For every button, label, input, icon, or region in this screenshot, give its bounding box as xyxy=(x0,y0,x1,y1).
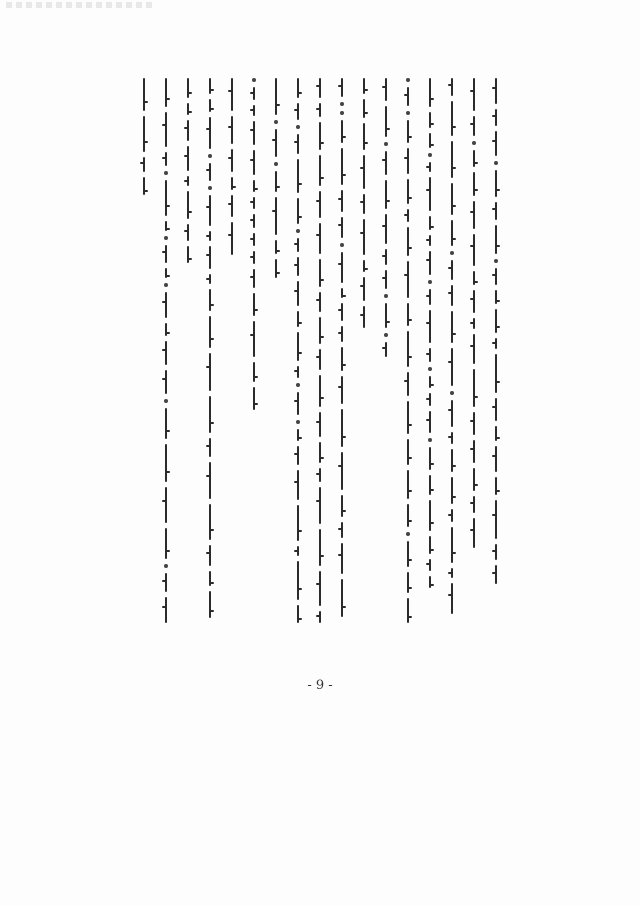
script-word xyxy=(495,131,497,156)
script-word xyxy=(341,543,343,574)
script-word xyxy=(407,331,409,367)
script-word xyxy=(473,201,475,229)
faint-header-mark xyxy=(6,2,156,8)
script-word xyxy=(341,452,343,490)
script-word xyxy=(253,321,255,357)
script-word xyxy=(319,611,321,623)
script-word xyxy=(253,269,255,288)
script-word xyxy=(297,134,299,154)
script-word xyxy=(297,332,299,361)
text-column xyxy=(272,78,280,283)
script-word xyxy=(253,105,255,116)
script-word xyxy=(319,155,321,186)
script-word xyxy=(495,290,497,304)
script-word xyxy=(297,78,299,98)
script-word xyxy=(253,150,255,175)
script-word xyxy=(341,347,343,371)
script-word xyxy=(274,120,278,124)
script-word xyxy=(363,99,365,118)
script-word xyxy=(429,162,431,172)
text-column xyxy=(470,78,478,553)
script-word xyxy=(473,440,475,463)
script-word xyxy=(495,500,497,539)
script-word xyxy=(165,112,167,147)
script-word xyxy=(187,246,189,263)
script-word xyxy=(296,383,300,387)
script-word xyxy=(297,429,299,441)
script-word xyxy=(429,216,431,230)
script-word xyxy=(495,109,497,126)
script-word xyxy=(385,303,387,328)
script-word xyxy=(253,293,255,316)
script-word xyxy=(407,261,409,298)
script-word xyxy=(231,195,233,217)
script-word xyxy=(472,141,476,145)
script-word xyxy=(253,387,255,410)
script-word xyxy=(231,78,233,111)
script-word xyxy=(253,197,255,209)
script-word xyxy=(451,183,453,215)
script-word xyxy=(473,172,475,196)
script-word xyxy=(495,544,497,560)
script-word xyxy=(428,438,432,442)
script-word xyxy=(451,101,453,136)
script-word xyxy=(341,217,343,238)
script-word xyxy=(208,186,212,190)
script-word xyxy=(253,251,255,264)
script-word xyxy=(473,468,475,491)
script-word xyxy=(473,334,475,364)
script-word xyxy=(451,509,453,522)
script-word xyxy=(407,401,409,434)
script-word xyxy=(429,576,431,588)
script-word xyxy=(209,316,211,348)
page-number: - 9 - xyxy=(307,678,333,693)
script-word xyxy=(429,559,431,571)
script-word xyxy=(429,78,431,107)
script-word xyxy=(429,447,431,470)
script-word xyxy=(252,78,256,82)
script-word xyxy=(297,392,299,415)
script-word xyxy=(451,477,453,504)
script-word xyxy=(385,342,387,357)
script-word xyxy=(407,504,409,527)
script-word xyxy=(495,225,497,254)
script-word xyxy=(209,591,211,618)
script-word xyxy=(297,257,299,276)
script-word xyxy=(451,449,453,472)
script-word xyxy=(407,209,409,222)
script-word xyxy=(428,153,432,157)
script-word xyxy=(165,152,167,166)
script-word xyxy=(319,191,321,218)
script-word xyxy=(429,393,431,406)
text-column xyxy=(426,78,434,593)
text-column xyxy=(448,78,456,619)
script-word xyxy=(275,78,277,115)
script-word xyxy=(275,240,277,254)
script-word xyxy=(187,176,189,186)
text-column xyxy=(140,78,148,200)
script-word xyxy=(429,411,431,433)
script-word xyxy=(297,103,299,120)
script-word xyxy=(319,292,321,312)
script-word xyxy=(407,148,409,174)
script-word xyxy=(473,318,475,329)
script-word xyxy=(340,111,344,115)
script-word xyxy=(451,568,453,578)
script-word xyxy=(253,362,255,382)
script-word xyxy=(407,227,409,256)
script-word xyxy=(253,233,255,246)
script-word xyxy=(429,348,431,362)
script-word xyxy=(340,102,344,106)
script-word xyxy=(341,148,343,185)
script-word xyxy=(165,341,167,365)
script-word xyxy=(231,222,233,255)
script-word xyxy=(341,288,343,298)
script-word xyxy=(187,146,189,171)
text-column xyxy=(294,78,302,628)
script-word xyxy=(385,249,387,265)
script-word xyxy=(164,283,168,287)
script-word xyxy=(473,518,475,548)
script-word xyxy=(319,223,321,254)
script-word xyxy=(407,120,409,143)
script-word xyxy=(451,348,453,386)
text-column xyxy=(338,78,346,622)
script-word xyxy=(165,245,167,263)
script-word xyxy=(451,285,453,306)
script-word xyxy=(451,583,453,614)
script-word xyxy=(319,571,321,606)
script-word xyxy=(495,446,497,472)
script-word xyxy=(495,354,497,393)
script-word xyxy=(384,142,388,146)
script-word xyxy=(165,408,167,439)
script-word xyxy=(253,121,255,145)
script-word xyxy=(494,259,498,263)
script-word xyxy=(429,536,431,554)
script-word xyxy=(275,197,277,235)
script-word xyxy=(297,561,299,600)
script-word xyxy=(341,376,343,404)
script-word xyxy=(319,78,321,98)
script-word xyxy=(165,78,167,107)
script-word xyxy=(208,154,212,158)
text-column xyxy=(360,78,368,333)
script-word xyxy=(406,111,410,115)
script-word xyxy=(209,571,211,586)
script-word xyxy=(319,487,321,524)
script-word xyxy=(209,231,211,241)
script-word xyxy=(451,220,453,246)
script-word xyxy=(495,565,497,584)
script-word xyxy=(429,112,431,128)
script-word xyxy=(407,470,409,499)
script-word xyxy=(209,438,211,457)
script-word xyxy=(209,195,211,226)
script-word xyxy=(297,311,299,327)
script-word xyxy=(319,349,321,370)
text-column xyxy=(404,78,412,628)
script-word xyxy=(363,219,365,255)
script-word xyxy=(451,400,453,427)
script-word xyxy=(164,236,168,240)
script-word xyxy=(341,579,343,617)
script-word xyxy=(384,294,388,298)
mongolian-text-block xyxy=(140,78,500,648)
script-word xyxy=(209,353,211,391)
script-word xyxy=(187,120,189,141)
script-word xyxy=(253,180,255,192)
script-word xyxy=(209,545,211,566)
script-word xyxy=(495,477,497,495)
text-column xyxy=(250,78,258,415)
script-word xyxy=(275,259,277,278)
script-word xyxy=(297,505,299,541)
script-word xyxy=(385,106,387,137)
script-word xyxy=(451,78,453,96)
script-word xyxy=(451,432,453,444)
script-word xyxy=(143,157,145,172)
text-column xyxy=(228,78,236,260)
script-word xyxy=(341,78,343,97)
script-word xyxy=(450,391,454,395)
script-word xyxy=(209,163,211,181)
script-word xyxy=(363,277,365,301)
script-word xyxy=(429,133,431,148)
script-word xyxy=(473,369,475,407)
script-word xyxy=(384,333,388,337)
script-word xyxy=(495,170,497,197)
script-word xyxy=(319,468,321,482)
script-word xyxy=(341,190,343,212)
script-word xyxy=(341,409,343,447)
script-word xyxy=(164,171,168,175)
text-column xyxy=(382,78,390,362)
script-word xyxy=(407,87,409,106)
script-word xyxy=(473,78,475,111)
text-column xyxy=(492,78,500,589)
script-word xyxy=(209,274,211,284)
script-word xyxy=(363,306,365,328)
script-word xyxy=(296,420,300,424)
script-word xyxy=(275,129,277,157)
script-word xyxy=(296,125,300,129)
script-word xyxy=(165,487,167,523)
script-word xyxy=(319,412,321,437)
script-word xyxy=(341,120,343,143)
script-word xyxy=(473,496,475,513)
script-word xyxy=(297,366,299,378)
script-word xyxy=(429,235,431,246)
script-word xyxy=(451,311,453,343)
script-word xyxy=(231,116,233,144)
script-word xyxy=(274,162,278,166)
script-word xyxy=(451,141,453,178)
script-word xyxy=(473,412,475,435)
script-word xyxy=(165,268,167,278)
script-word xyxy=(164,564,168,568)
script-word xyxy=(297,238,299,252)
script-word xyxy=(165,221,167,231)
script-word xyxy=(363,194,365,214)
script-word xyxy=(253,87,255,100)
script-word xyxy=(495,398,497,421)
script-word xyxy=(319,317,321,344)
script-word xyxy=(473,290,475,313)
script-word xyxy=(363,260,365,272)
text-column xyxy=(206,78,214,623)
script-word xyxy=(495,426,497,441)
script-word xyxy=(143,78,145,111)
script-word xyxy=(450,251,454,255)
script-word xyxy=(495,78,497,104)
script-word xyxy=(165,573,167,592)
script-word xyxy=(385,270,387,289)
script-word xyxy=(297,605,299,623)
script-word xyxy=(143,177,145,195)
script-word xyxy=(429,310,431,343)
text-column xyxy=(184,78,192,268)
script-word xyxy=(407,179,409,204)
script-word xyxy=(209,78,211,94)
script-word xyxy=(165,180,167,216)
script-word xyxy=(319,442,321,463)
script-word xyxy=(385,214,387,244)
script-word xyxy=(494,161,498,165)
script-word xyxy=(165,370,167,394)
script-word xyxy=(341,303,343,321)
text-column xyxy=(162,78,170,628)
script-word xyxy=(209,504,211,540)
script-word xyxy=(407,541,409,567)
script-word xyxy=(165,528,167,559)
script-word xyxy=(209,396,211,433)
script-word xyxy=(341,495,343,517)
script-word xyxy=(473,150,475,167)
script-word xyxy=(209,117,211,149)
script-word xyxy=(341,326,343,342)
script-word xyxy=(429,251,431,275)
script-word xyxy=(406,532,410,536)
script-word xyxy=(319,122,321,150)
script-word xyxy=(319,529,321,566)
script-word xyxy=(363,155,365,189)
script-word xyxy=(231,149,233,172)
script-word xyxy=(165,597,167,623)
script-word xyxy=(385,151,387,175)
script-word xyxy=(363,78,365,94)
script-word xyxy=(187,191,189,219)
script-word xyxy=(209,289,211,311)
script-word xyxy=(187,103,189,115)
script-word xyxy=(429,376,431,388)
script-word xyxy=(165,292,167,318)
script-word xyxy=(209,462,211,499)
script-word xyxy=(319,259,321,287)
script-word xyxy=(429,475,431,495)
script-word xyxy=(428,367,432,371)
script-word xyxy=(297,446,299,465)
script-word xyxy=(385,78,387,101)
script-word xyxy=(319,375,321,407)
script-word xyxy=(495,309,497,333)
script-word xyxy=(253,214,255,228)
script-word xyxy=(451,260,453,280)
script-word xyxy=(297,470,299,500)
script-word xyxy=(297,281,299,306)
script-word xyxy=(429,177,431,211)
script-word xyxy=(165,323,167,336)
script-word xyxy=(473,234,475,266)
script-word xyxy=(495,268,497,285)
script-word xyxy=(231,177,233,190)
script-word xyxy=(473,116,475,136)
script-word xyxy=(385,180,387,209)
script-word xyxy=(319,103,321,117)
script-word xyxy=(187,78,189,98)
script-word xyxy=(473,271,475,285)
script-word xyxy=(406,78,410,82)
script-word xyxy=(429,289,431,305)
script-word xyxy=(451,527,453,563)
script-word xyxy=(187,224,189,241)
script-word xyxy=(341,252,343,283)
script-word xyxy=(407,572,409,593)
script-word xyxy=(495,202,497,220)
script-word xyxy=(429,500,431,531)
script-word xyxy=(495,338,497,349)
script-word xyxy=(341,522,343,538)
script-word xyxy=(407,372,409,396)
script-word xyxy=(407,598,409,623)
script-word xyxy=(428,280,432,284)
script-word xyxy=(209,246,211,269)
script-word xyxy=(407,303,409,326)
script-word xyxy=(297,159,299,193)
text-column xyxy=(316,78,324,628)
script-word xyxy=(209,99,211,112)
script-word xyxy=(340,243,344,247)
script-word xyxy=(275,171,277,192)
script-word xyxy=(143,116,145,152)
script-word xyxy=(164,399,168,403)
script-word xyxy=(363,123,365,150)
script-word xyxy=(165,444,167,482)
script-word xyxy=(296,229,300,233)
script-word xyxy=(297,546,299,556)
script-word xyxy=(297,198,299,224)
script-word xyxy=(407,439,409,465)
